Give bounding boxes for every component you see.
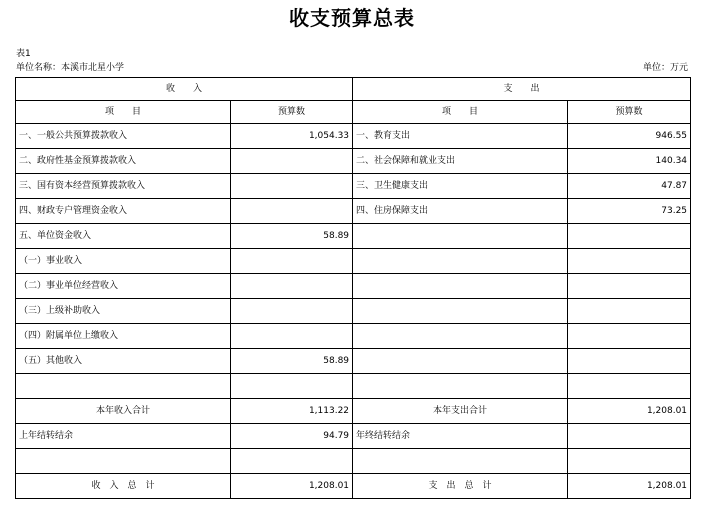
income-total-label: 收 入 总 计 <box>16 474 231 499</box>
expense-amount-cell <box>568 224 691 249</box>
budget-table <box>15 77 691 499</box>
expense-item-cell <box>353 349 568 374</box>
expense-item-cell: 三、卫生健康支出 <box>353 174 568 199</box>
expense-item-cell <box>353 274 568 299</box>
expense-subtotal-amount: 1,208.01 <box>568 399 691 424</box>
income-item-cell: （五）其他收入 <box>16 349 231 374</box>
carryover-row <box>16 424 691 449</box>
table-row <box>16 224 691 249</box>
expense-item-cell <box>353 224 568 249</box>
expense-item-cell: 一、教育支出 <box>353 124 568 149</box>
expense-amount-cell: 47.87 <box>568 174 691 199</box>
income-item-cell: （四）附属单位上缴收入 <box>16 324 231 349</box>
table-row <box>16 299 691 324</box>
expense-carryover-amount <box>568 424 691 449</box>
expense-amount-cell <box>568 249 691 274</box>
income-amount-cell <box>231 299 353 324</box>
income-section-header: 收 入 <box>16 78 353 101</box>
expense-section-header: 支 出 <box>353 78 691 101</box>
income-budget-header: 预算数 <box>231 101 353 124</box>
income-amount-cell <box>231 174 353 199</box>
expense-total-amount: 1,208.01 <box>568 474 691 499</box>
income-item-cell: 一、一般公共预算拨款收入 <box>16 124 231 149</box>
table-row <box>16 174 691 199</box>
expense-amount-cell <box>568 374 691 399</box>
expense-total-label: 支 出 总 计 <box>353 474 568 499</box>
income-amount-cell: 1,054.33 <box>231 124 353 149</box>
expense-item-cell: 四、住房保障支出 <box>353 199 568 224</box>
income-amount-cell <box>231 324 353 349</box>
income-item-cell: （三）上级补助收入 <box>16 299 231 324</box>
income-item-cell: （二）事业单位经营收入 <box>16 274 231 299</box>
expense-amount-cell: 140.34 <box>568 149 691 174</box>
blank-row <box>16 449 691 474</box>
income-subtotal-amount: 1,113.22 <box>231 399 353 424</box>
income-amount-cell <box>231 149 353 174</box>
unit-name: 单位名称：本溪市北星小学 <box>16 63 125 73</box>
expense-item-cell <box>353 324 568 349</box>
income-amount-cell <box>231 199 353 224</box>
currency-unit: 单位：万元 <box>642 63 688 73</box>
income-amount-cell <box>231 249 353 274</box>
table-row <box>16 124 691 149</box>
expense-subtotal-label: 本年支出合计 <box>353 399 568 424</box>
page-title: 收支预算总表 <box>289 6 415 30</box>
expense-amount-cell <box>568 324 691 349</box>
expense-item-header: 项 目 <box>353 101 568 124</box>
expense-amount-cell: 946.55 <box>568 124 691 149</box>
income-item-cell: 二、政府性基金预算拨款收入 <box>16 149 231 174</box>
table-row <box>16 374 691 399</box>
income-carryover-label: 上年结转结余 <box>16 424 231 449</box>
table-row <box>16 349 691 374</box>
income-amount-cell: 58.89 <box>231 349 353 374</box>
income-item-cell: 四、财政专户管理资金收入 <box>16 199 231 224</box>
table-row <box>16 149 691 174</box>
expense-amount-cell <box>568 349 691 374</box>
expense-amount-cell <box>568 274 691 299</box>
income-amount-cell: 58.89 <box>231 224 353 249</box>
income-item-cell: 三、国有资本经营预算拨款收入 <box>16 174 231 199</box>
income-item-header: 项 目 <box>16 101 231 124</box>
expense-carryover-label: 年终结转结余 <box>353 424 568 449</box>
form-number: 表1 <box>16 49 31 59</box>
grand-total-row <box>16 474 691 499</box>
expense-item-cell <box>353 299 568 324</box>
table-body <box>16 124 691 399</box>
income-total-amount: 1,208.01 <box>231 474 353 499</box>
section-header-row <box>16 78 691 101</box>
income-item-cell <box>16 374 231 399</box>
expense-amount-cell <box>568 299 691 324</box>
expense-item-cell <box>353 249 568 274</box>
expense-item-cell <box>353 374 568 399</box>
table-row <box>16 249 691 274</box>
income-amount-cell <box>231 274 353 299</box>
expense-budget-header: 预算数 <box>568 101 691 124</box>
income-item-cell: （一）事业收入 <box>16 249 231 274</box>
income-subtotal-label: 本年收入合计 <box>16 399 231 424</box>
income-amount-cell <box>231 374 353 399</box>
income-item-cell: 五、单位资金收入 <box>16 224 231 249</box>
column-header-row <box>16 101 691 124</box>
expense-item-cell: 二、社会保障和就业支出 <box>353 149 568 174</box>
expense-amount-cell: 73.25 <box>568 199 691 224</box>
table-row <box>16 274 691 299</box>
table-row <box>16 324 691 349</box>
table-row <box>16 199 691 224</box>
income-carryover-amount: 94.79 <box>231 424 353 449</box>
subtotal-row <box>16 399 691 424</box>
